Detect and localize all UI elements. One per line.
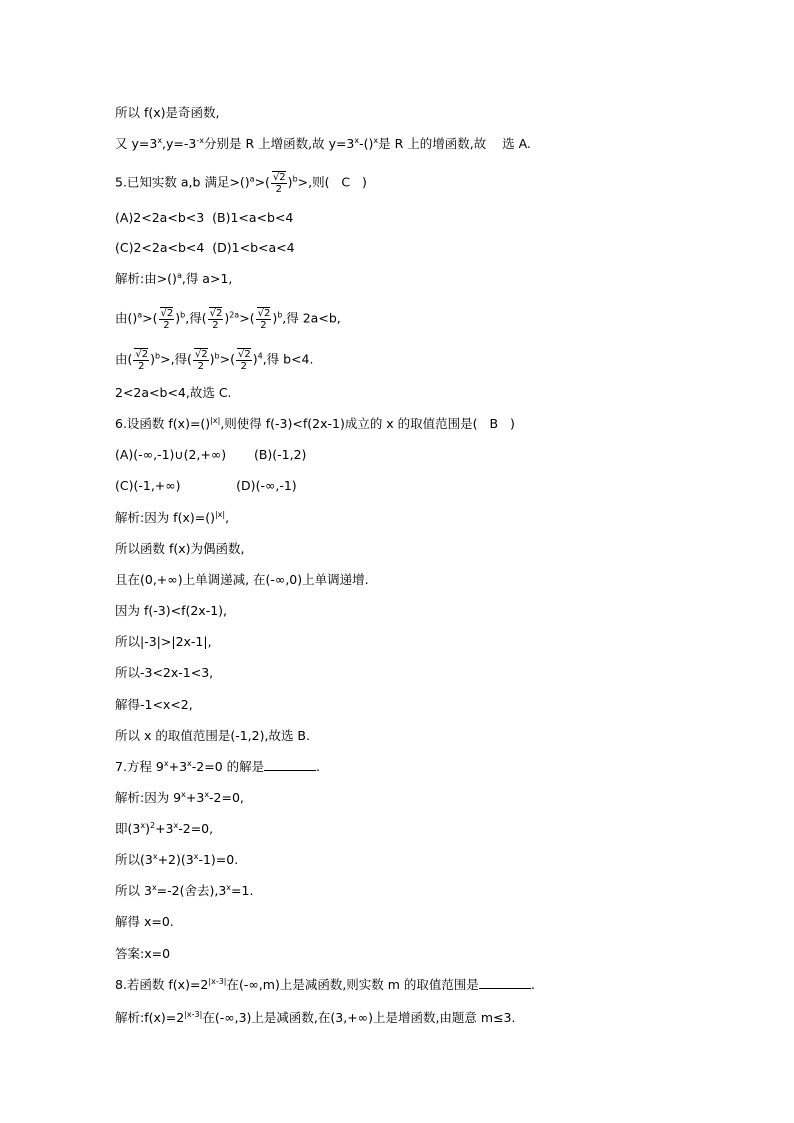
- superscript: x: [151, 883, 157, 892]
- text-segment: +3: [155, 821, 174, 836]
- text-segment: 2: [275, 184, 282, 195]
- text-line: [115, 572, 369, 588]
- fraction: [271, 171, 287, 195]
- text-segment: ,y=-3: [162, 136, 197, 151]
- text-segment: 解得 x=0.: [115, 914, 174, 929]
- text-segment: ): [145, 821, 150, 836]
- text-segment: ): [252, 351, 258, 367]
- text-segment: 解析:因为 f(x)=(): [115, 510, 215, 525]
- text-segment: [159, 307, 175, 320]
- superscript: x: [193, 852, 199, 861]
- superscript: b: [155, 351, 161, 361]
- superscript: 2a: [229, 310, 240, 320]
- text-line: [115, 914, 174, 930]
- text-segment: .: [530, 977, 535, 992]
- option-line: [115, 240, 295, 256]
- text-line: [115, 385, 232, 401]
- text-segment: 所以 x 的取值范围是(-1,2),故选 B.: [115, 728, 310, 743]
- fraction: [193, 348, 209, 372]
- text-line: [115, 821, 213, 837]
- text-segment: ): [287, 174, 293, 190]
- text-segment: 即(3: [115, 821, 141, 836]
- text-segment: 6.设函数 f(x)=(): [115, 416, 211, 431]
- text-line: [115, 697, 193, 713]
- text-segment: +3: [185, 790, 205, 805]
- text-segment: -2=0,: [178, 821, 214, 836]
- text-segment: 解析:f(x)=2: [115, 1010, 185, 1025]
- text-segment: [271, 171, 287, 184]
- text-segment: =1.: [231, 883, 254, 898]
- text-segment: .: [316, 759, 321, 774]
- text-segment: 且在(0,+∞)上单调递减, 在(-∞,0)上单调递增.: [115, 572, 369, 587]
- superscript: |x-3|: [208, 977, 227, 986]
- superscript: 4: [257, 351, 263, 361]
- text-line: [115, 634, 212, 650]
- text-segment: 2<2a<b<4,故选 C.: [115, 385, 232, 400]
- question-6: [115, 416, 515, 432]
- text-line: [115, 883, 253, 899]
- text-segment: 所以 f(x)是奇函数,: [115, 105, 220, 120]
- text-segment: +2)(3: [157, 852, 194, 867]
- text-line: [115, 307, 341, 331]
- text-segment: 所以(3: [115, 852, 153, 867]
- text-segment: √2: [237, 349, 251, 360]
- question-8: [115, 977, 535, 993]
- text-segment: -1)=0.: [198, 852, 239, 867]
- superscript: x: [354, 136, 360, 145]
- text-segment: 7.方程 9: [115, 759, 164, 774]
- fraction: [208, 307, 224, 331]
- superscript: x: [140, 821, 146, 830]
- text-segment: =-2(舍去),3: [156, 883, 227, 898]
- text-segment: 解析:由>(): [115, 271, 177, 286]
- text-segment: √2: [135, 349, 149, 360]
- text-segment: 因为 f(-3)<f(2x-1),: [115, 603, 228, 618]
- text-segment: 2: [240, 361, 248, 372]
- text-line: [115, 136, 531, 152]
- superscript: |x|: [210, 416, 221, 425]
- text-segment: ): [209, 351, 215, 367]
- text-segment: ,得(: [185, 310, 207, 326]
- superscript: x: [173, 821, 179, 830]
- text-line: [115, 105, 220, 121]
- text-segment: 由(): [115, 310, 138, 326]
- text-segment: [133, 348, 149, 361]
- text-line: [115, 510, 229, 526]
- text-line: [115, 603, 227, 619]
- text-segment: >(: [239, 310, 255, 326]
- text-segment: 2: [260, 320, 267, 331]
- option-line: [115, 210, 293, 226]
- fraction: [133, 348, 149, 372]
- superscript: x: [204, 790, 210, 799]
- superscript: a: [137, 310, 143, 320]
- text-segment: [208, 307, 224, 320]
- superscript: x: [163, 759, 169, 768]
- text-segment: 是 R 上的增函数,故 选 A.: [378, 136, 531, 151]
- text-segment: 所以 3: [115, 883, 152, 898]
- text-segment: -2=0 的解是: [191, 759, 265, 774]
- text-segment: ,: [225, 510, 230, 525]
- text-segment: +3: [168, 759, 188, 774]
- question-7: [115, 759, 320, 775]
- text-segment: ): [224, 310, 230, 326]
- text-line: [115, 541, 245, 557]
- option-line: [115, 447, 306, 463]
- text-segment: (A)2<2a<b<3 (B)1<a<b<4: [115, 210, 294, 225]
- text-line: [115, 852, 238, 868]
- text-line: [115, 728, 310, 744]
- question-5: [115, 171, 367, 195]
- text-segment: >(: [142, 310, 158, 326]
- superscript: x: [181, 790, 186, 799]
- text-segment: 又 y=3: [115, 136, 158, 151]
- text-segment: >(: [219, 351, 235, 367]
- fraction: [159, 307, 175, 331]
- text-segment: ,得 2a<b,: [282, 310, 341, 326]
- text-segment: 所以|-3|>|2x-1|,: [115, 634, 212, 649]
- superscript: |x|: [214, 510, 226, 519]
- text-segment: >,得(: [160, 351, 192, 367]
- text-segment: 分别是 R 上增函数,故 y=3: [203, 136, 355, 151]
- text-segment: ): [175, 310, 181, 326]
- superscript: x: [373, 136, 379, 145]
- superscript: x: [157, 136, 163, 145]
- text-segment: 8.若函数 f(x)=2: [115, 977, 209, 992]
- text-segment: 2: [197, 361, 204, 372]
- text-segment: -2=0,: [209, 790, 244, 805]
- text-segment: 解析:因为 9: [115, 790, 182, 805]
- superscript: b: [292, 174, 298, 184]
- answer-blank: [479, 988, 531, 989]
- text-line: [115, 665, 213, 681]
- text-segment: 所以函数 f(x)为偶函数,: [115, 541, 245, 556]
- text-segment: 答案:x=0: [115, 946, 171, 961]
- superscript: |x-3|: [184, 1010, 203, 1019]
- text-segment: [193, 348, 209, 361]
- superscript: x: [187, 759, 192, 768]
- fraction: [256, 307, 272, 331]
- text-segment: (C)2<2a<b<4 (D)1<b<a<4: [115, 240, 295, 255]
- text-segment: (A)(-∞,-1)∪(2,+∞) (B)(-1,2): [115, 447, 307, 462]
- superscript: b: [214, 351, 220, 361]
- text-segment: 5.已知实数 a,b 满足>(): [115, 174, 250, 190]
- text-line: [115, 271, 232, 287]
- superscript: x: [152, 852, 158, 861]
- text-segment: 由(: [115, 351, 133, 367]
- text-segment: 解得-1<x<2,: [115, 697, 193, 712]
- text-segment: >(: [254, 174, 270, 190]
- superscript: b: [277, 310, 283, 320]
- text-segment: [236, 348, 252, 361]
- text-segment: >,则( C ): [297, 174, 367, 190]
- text-segment: 在(-∞,m)上是减函数,则实数 m 的取值范围是: [226, 977, 479, 992]
- text-segment: (C)(-1,+∞) (D)(-∞,-1): [115, 478, 297, 493]
- text-line: [115, 790, 244, 806]
- answer-blank: [264, 770, 316, 771]
- text-segment: ,得 a>1,: [181, 271, 233, 286]
- text-line: [115, 348, 314, 372]
- text-line: [115, 1010, 515, 1026]
- fraction: [236, 348, 252, 372]
- superscript: 2: [149, 821, 156, 830]
- text-segment: √2: [160, 308, 174, 319]
- text-segment: √2: [272, 172, 286, 183]
- text-segment: 2: [163, 320, 170, 331]
- text-segment: 在(-∞,3)上是减函数,在(3,+∞)上是增函数,由题意 m≤3.: [202, 1010, 516, 1025]
- text-segment: ,得 b<4.: [262, 351, 314, 367]
- text-segment: [256, 307, 272, 320]
- superscript: -x: [196, 136, 204, 145]
- superscript: a: [176, 271, 182, 280]
- text-segment: √2: [194, 349, 208, 360]
- superscript: x: [226, 883, 232, 892]
- superscript: b: [180, 310, 186, 320]
- text-segment: √2: [209, 308, 223, 319]
- option-line: [115, 478, 297, 494]
- text-segment: -(): [359, 136, 374, 151]
- text-segment: 2: [138, 361, 145, 372]
- text-segment: ,则使得 f(-3)<f(2x-1)成立的 x 的取值范围是( B ): [220, 416, 515, 431]
- text-segment: ): [272, 310, 278, 326]
- text-segment: 所以-3<2x-1<3,: [115, 665, 214, 680]
- superscript: a: [249, 174, 255, 184]
- answer-line: [115, 946, 170, 962]
- text-segment: √2: [257, 308, 271, 319]
- text-segment: ): [150, 351, 156, 367]
- text-segment: 2: [212, 320, 219, 331]
